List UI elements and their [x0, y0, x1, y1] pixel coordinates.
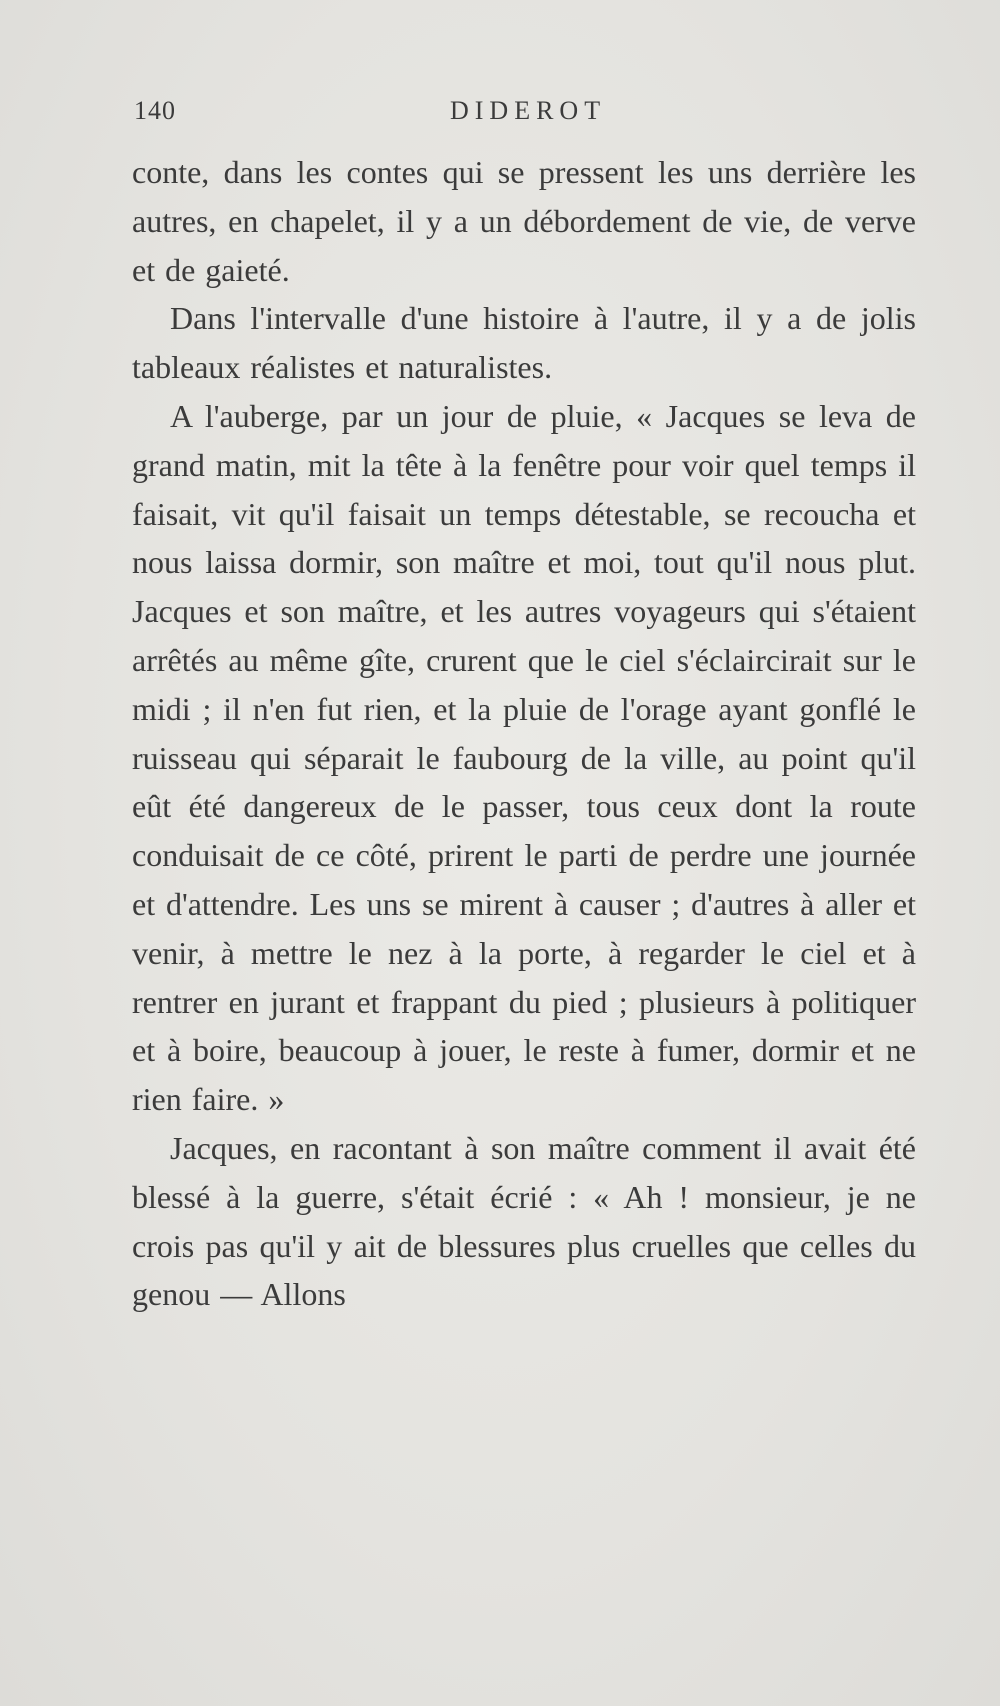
running-head [134, 96, 934, 136]
page-number: 140 [134, 96, 176, 125]
paragraph-2: Dans l'intervalle d'une histoire à l'autre, il y a de jolis tableaux réalistes et naturalistes. [132, 300, 916, 386]
text-body [132, 148, 916, 1319]
paragraph-1: conte, dans les contes qui se pressent les uns derrière les autres, en chapelet, il y a un débordement de vie, de verve et de gaieté. [132, 154, 916, 288]
running-title: DIDEROT [450, 96, 607, 125]
paragraph-3: A l'auberge, par un jour de pluie, « Jacques se leva de grand matin, mit la tête à la fenêtre pour voir quel temps il faisait, vit qu'il faisait un temps détestable, se recoucha et nous laissa dormir, son maître et moi, tout qu'il nous plut. Jacques et son maître, et les autres voyageurs qui s'étaient arrêtés au même gîte, crurent que le ciel s'éclaircirait sur le midi ; il n'en fut rien, et la pluie de l'orage ayant gonflé le ruisseau qui séparait le faubourg de la ville, au point qu'il eût été dangereux de le passer, tous ceux dont la route conduisait de ce côté, prirent le parti de perdre une journée et d'attendre. Les uns se mirent à causer ; d'autres à aller et venir, à mettre le nez à la porte, à regarder le ciel et à rentrer en jurant et frappant du pied ; plusieurs à politiquer et à boire, beaucoup à jouer, le reste à fumer, dormir et ne rien faire. » [132, 397, 916, 1118]
paragraph-4: Jacques, en racontant à son maître comment il avait été blessé à la guerre, s'était écrié : « Ah ! monsieur, je ne crois pas qu'il y ait de blessures plus cruelles que celles du genou — Allons [132, 1129, 916, 1313]
